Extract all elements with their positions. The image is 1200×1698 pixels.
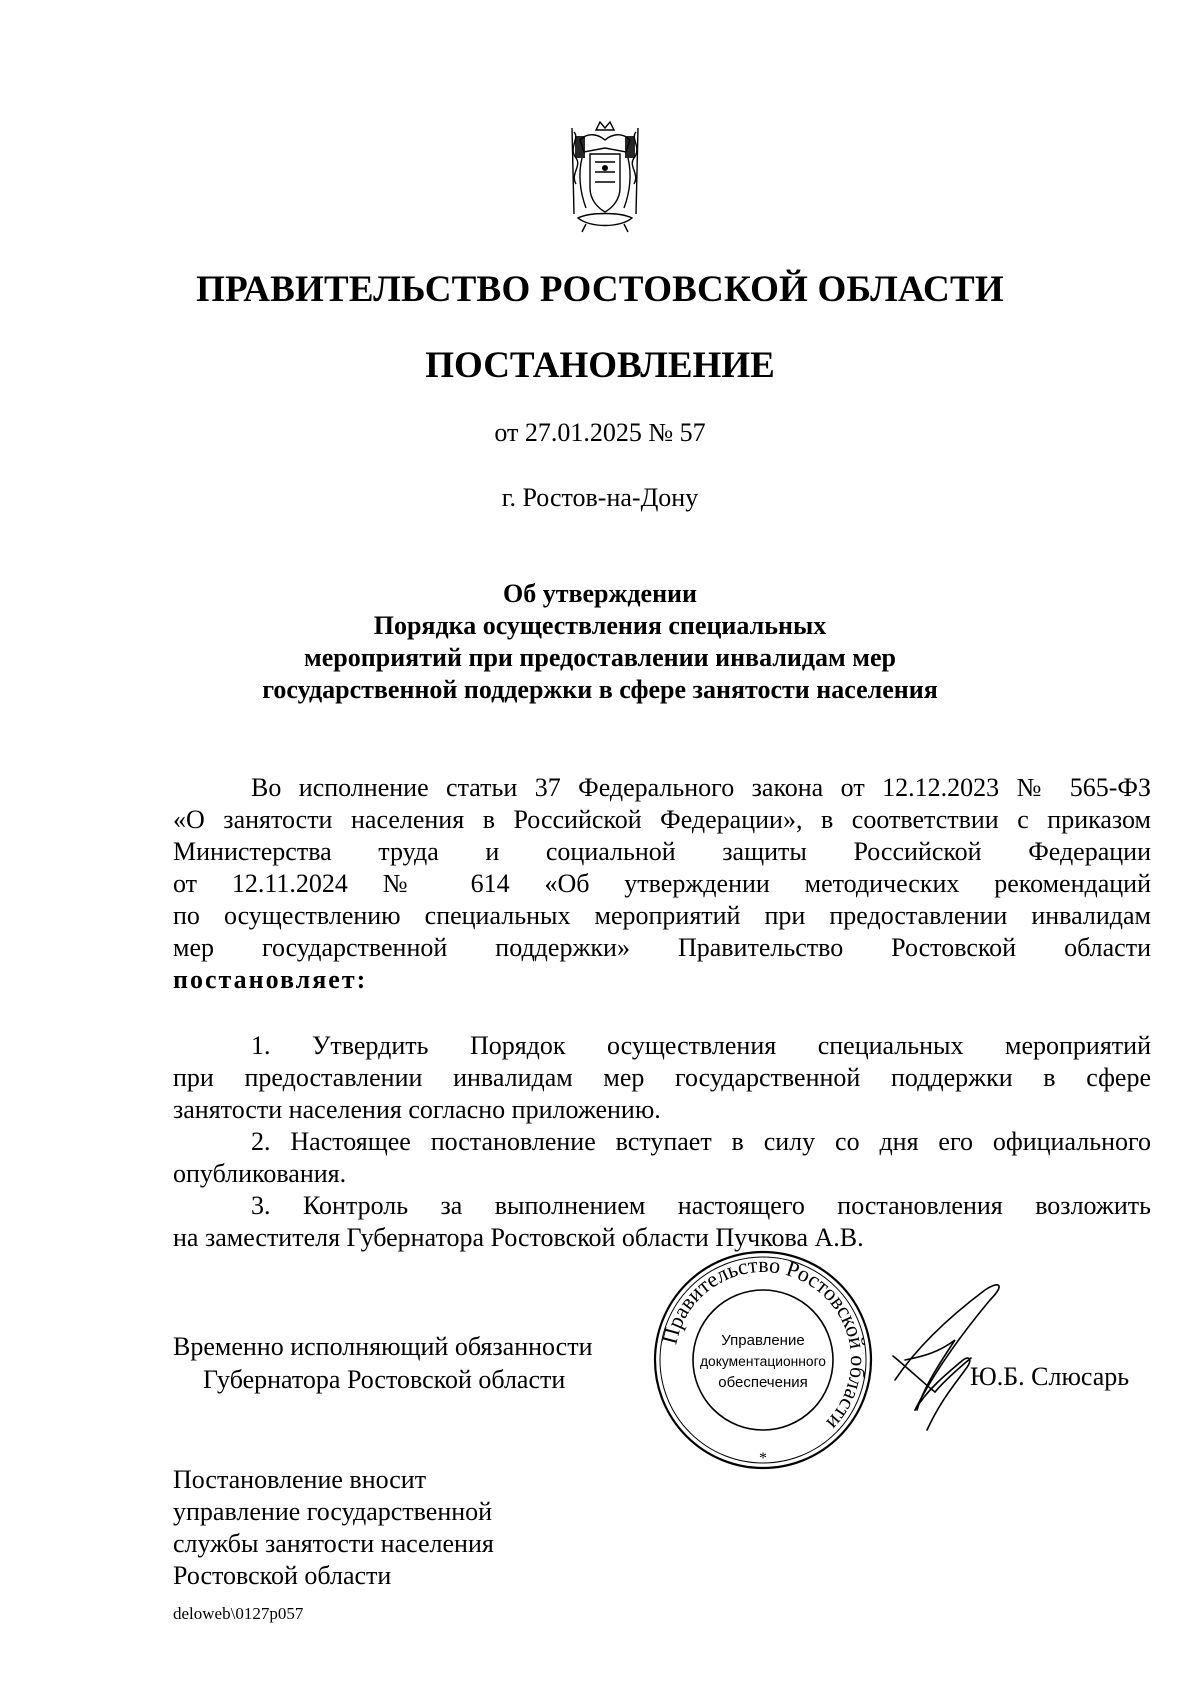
preamble-line: Во исполнение статьи 37 Федерального закона от 12.12.2023 № 565-ФЗ: [251, 773, 1151, 802]
preamble-line: мер государственной поддержки» Правительство Ростовской области: [173, 933, 1151, 962]
seal-center-line: обеспечения: [718, 1374, 808, 1391]
official-seal: [648, 1245, 878, 1475]
handwritten-signature: [875, 1260, 1025, 1450]
preamble-line: «О занятости населения в Российской Федерации», в соответствии с приказом: [173, 805, 1151, 834]
submitted-by: [173, 1464, 494, 1592]
submitted-by-line: службы занятости населения: [173, 1529, 494, 1558]
seal-center-line: документационного: [700, 1354, 826, 1369]
file-code: deloweb\0127p057: [173, 1604, 304, 1623]
submitted-by-line: Ростовской области: [173, 1561, 392, 1590]
item-3-line: на заместителя Губернатора Ростовской области Пучкова А.В.: [173, 1223, 864, 1252]
submitted-by-line: управление государственной: [173, 1497, 493, 1526]
document-date-number: от 27.01.2025 № 57: [494, 418, 706, 447]
preamble-line: по осуществлению специальных мероприятий при предоставлении инвалидам: [173, 901, 1151, 930]
preamble-line: Министерства труда и социальной защиты Российской Федерации: [173, 837, 1151, 866]
resolution-items: [173, 1030, 1151, 1254]
item-2-line: 2. Настоящее постановление вступает в силу со дня его официального: [251, 1127, 1151, 1156]
seal-ring-text: Правительство Ростовской области: [656, 1251, 872, 1436]
title-line: Об утверждении: [502, 579, 698, 608]
signatory-name: Ю.Б. Слюсарь: [970, 1362, 1130, 1391]
signatory-title: [173, 1330, 593, 1396]
item-1-line: при предоставлении инвалидам мер государственной поддержки в сфере: [173, 1063, 1151, 1092]
coat-of-arms-icon: [560, 118, 650, 236]
item-2-line: опубликования.: [173, 1159, 347, 1188]
document-title: [0, 578, 1200, 706]
item-1-line: 1. Утвердить Порядок осуществления специальных мероприятий: [251, 1031, 1151, 1060]
item-1-line: занятости населения согласно приложению.: [173, 1095, 661, 1124]
organization-name: ПРАВИТЕЛЬСТВО РОСТОВСКОЙ ОБЛАСТИ: [196, 269, 1004, 310]
title-line: государственной поддержки в сфере занятости населения: [262, 675, 938, 704]
document-city: г. Ростов-на-Дону: [501, 483, 699, 512]
signatory-title-line: Губернатора Ростовской области: [203, 1365, 566, 1394]
title-line: Порядка осуществления специальных: [373, 611, 827, 640]
seal-center-line: Управление: [721, 1332, 805, 1349]
document-type: ПОСТАНОВЛЕНИЕ: [425, 345, 775, 386]
submitted-by-line: Постановление вносит: [173, 1465, 427, 1494]
preamble-paragraph: [173, 772, 1151, 996]
title-line: мероприятий при предоставлении инвалидам мер: [304, 643, 896, 672]
resolves-word: постановляет:: [173, 965, 368, 994]
seal-star-icon: *: [759, 1450, 767, 1467]
preamble-line: от 12.11.2024 № 614 «Об утверждении методических рекомендаций: [173, 869, 1151, 898]
signatory-title-line: Временно исполняющий обязанности: [173, 1332, 593, 1361]
item-3-line: 3. Контроль за выполнением настоящего постановления возложить: [251, 1191, 1151, 1220]
